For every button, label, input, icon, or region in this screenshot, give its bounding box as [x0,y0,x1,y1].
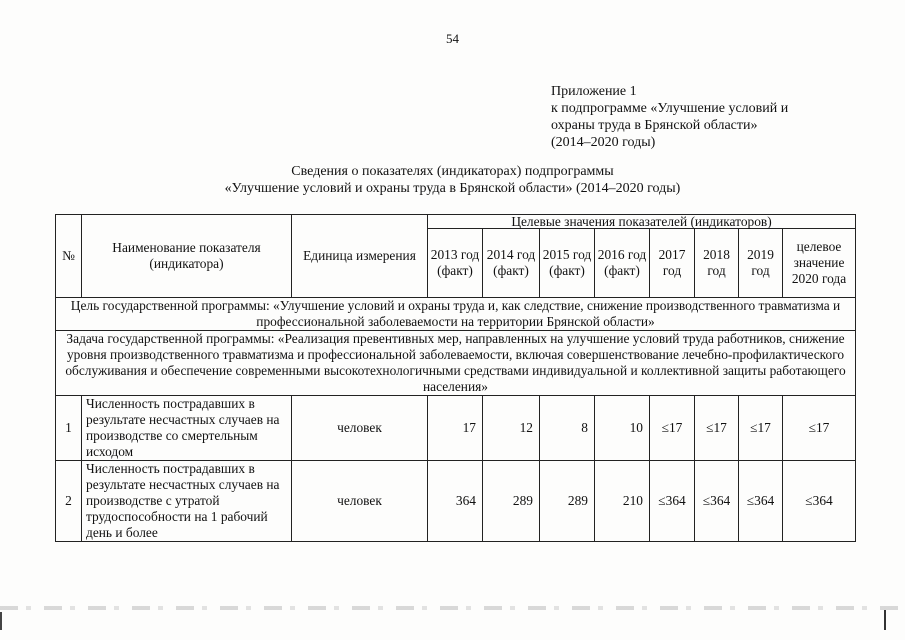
value-cell: ≤364 [695,461,739,542]
indicator-unit: человек [292,396,428,461]
program-task: Задача государственной программы: «Реализация превентивных мер, направленных на улучшение условий труда работников, снижение уровня производственного травматизма и профессиональной заболеваемости, включая совершенствование лечебно-профилактического обслуживания и обеспечение современными высокотехнологичными средствами индивидуальной и коллективной защиты работающего населения» [56,331,856,396]
value-cell: 8 [540,396,595,461]
header-name: Наименование показателя (индикатора) [82,215,292,298]
table-row [56,461,856,542]
task-row [56,331,856,396]
appendix-line: охраны труда в Брянской области» [551,118,758,133]
value-cell: 364 [428,461,483,542]
value-cell: 17 [428,396,483,461]
scan-binder-mark [0,612,2,630]
header-year-target: целевое значение 2020 года [783,229,856,298]
scan-edge-artifact [0,606,905,610]
row-number: 1 [56,396,82,461]
heading-line: «Улучшение условий и охраны труда в Брянской области» (2014–2020 годы) [224,181,681,196]
value-cell: 289 [540,461,595,542]
header-unit: Единица измерения [292,215,428,298]
value-cell: ≤17 [650,396,695,461]
value-cell: ≤17 [783,396,856,461]
indicator-name: Численность пострадавших в результате несчастных случаев на производстве со смертельным исходом [82,396,292,461]
header-year: 2016 год (факт) [595,229,650,298]
appendix-line: Приложение 1 [551,84,637,99]
appendix-line: (2014–2020 годы) [551,135,656,150]
header-year: 2015 год (факт) [540,229,595,298]
header-year: 2013 год (факт) [428,229,483,298]
header-year: 2014 год (факт) [483,229,540,298]
program-goal: Цель государственной программы: «Улучшение условий и охраны труда и, как следствие, снижение производственного травматизма и профессиональной заболеваемости на территории Брянской области» [56,298,856,331]
header-year: 2019 год [739,229,783,298]
header-targets-group: Целевые значения показателей (индикаторов) [428,215,856,229]
heading-line: Сведения о показателях (индикаторах) подпрограммы [291,164,614,179]
value-cell: ≤17 [739,396,783,461]
value-cell: ≤364 [650,461,695,542]
goal-row [56,298,856,331]
value-cell: ≤364 [739,461,783,542]
header-number: № [56,215,82,298]
row-number: 2 [56,461,82,542]
value-cell: 289 [483,461,540,542]
value-cell: 210 [595,461,650,542]
page-number: 54 [446,31,459,46]
value-cell: ≤364 [783,461,856,542]
table-row [56,396,856,461]
indicator-unit: человек [292,461,428,542]
appendix-note [551,83,851,151]
value-cell: ≤17 [695,396,739,461]
indicators-table [55,214,856,542]
document-heading [0,163,905,197]
header-year: 2017 год [650,229,695,298]
value-cell: 10 [595,396,650,461]
appendix-line: к подпрограмме «Улучшение условий и [551,101,789,116]
scan-corner-mark [884,610,886,630]
indicator-name: Численность пострадавших в результате несчастных случаев на производстве с утратой трудоспособности на 1 рабочий день и более [82,461,292,542]
header-year: 2018 год [695,229,739,298]
value-cell: 12 [483,396,540,461]
header-row [56,215,856,229]
